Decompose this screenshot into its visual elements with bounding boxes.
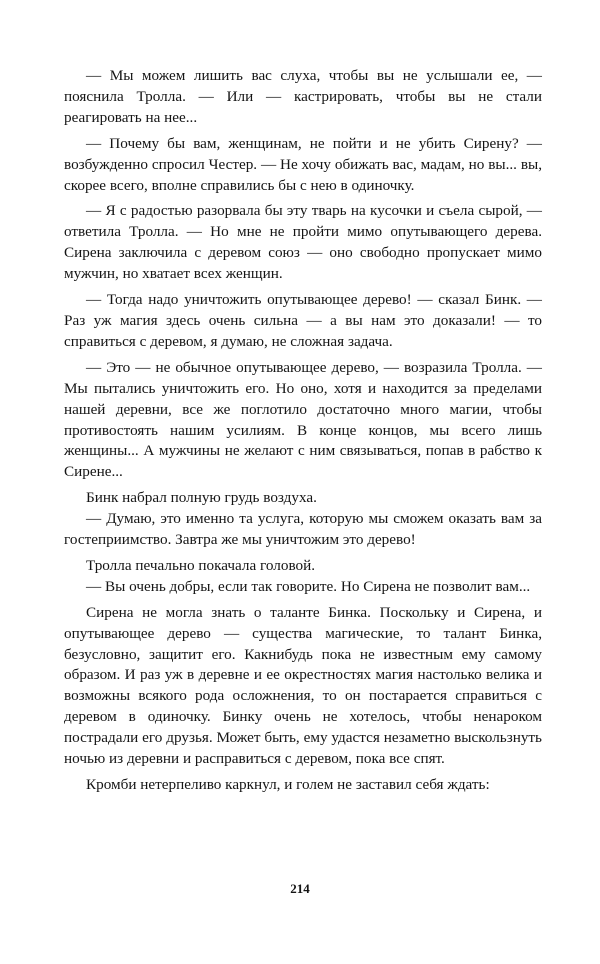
- paragraph-8: Тролла печально покачала головой.: [86, 556, 316, 574]
- paragraph-10: Сирена не могла знать о таланте Бинка. Поскольку и Сирена, и опутывающее дерево — существа магические, то талант Бинка, безусловно, защитит его. Какнибудь пока не известным ему самому образом. И раз уж в деревне и ее окрестностях магия настолько велика и возможны всякого рода осложнения, то он постарается справиться с деревом в одиночку. Бинку очень не хотелось, чтобы ненароком пострадали его друзья. Может быть, ему удастся незаметно выскользнуть ночью из деревни и расправиться с деревом, пока все спят.: [64, 603, 542, 768]
- paragraph-11: Кромби нетерпеливо каркнул, и голем не заставил себя ждать:: [86, 776, 490, 793]
- book-page-text: [64, 66, 542, 796]
- paragraph-6: Бинк набрал полную грудь воздуха.: [86, 489, 317, 507]
- paragraph-1: — Мы можем лишить вас слуха, чтобы вы не услышали ее, — пояснила Тролла. — Или — кастрировать, чтобы вы не стали реагировать на нее...: [64, 67, 542, 126]
- paragraph-3: — Я с радостью разорвала бы эту тварь на кусочки и съела сырой, — ответила Тролла. — Но мне не пройти мимо опутывающего дерева. Сирена заключила с деревом союз — оно свободно пропускает мимо мужчин, но хватает всех женщин.: [64, 202, 542, 283]
- paragraph-2: — Почему бы вам, женщинам, не пойти и не убить Сирену? — возбужденно спросил Честер. — Не хочу обижать вас, мадам, но вы... вы, скорее всего, вполне справились бы с нею в одиночку.: [64, 134, 542, 194]
- paragraph-4: — Тогда надо уничтожить опутывающее дерево! — сказал Бинк. — Раз уж магия здесь очень сильна — а вы нам это доказали! — то справиться с деревом, я думаю, не сложная задача.: [64, 291, 542, 350]
- paragraph-5: — Это — не обычное опутывающее дерево, — возразила Тролла. — Мы пытались уничтожить его. Но оно, хотя и находится за пределами нашей деревни, все же поглотило достаточно много магии, чтобы противостоять нашим усилиям. В конце концов, мы всего лишь женщины... А мужчины не желают с ним связываться, попав в рабство к Сирене...: [64, 358, 542, 481]
- paragraph-7: — Думаю, это именно та услуга, которую мы сможем оказать вам за гостеприимство. Завтра же мы уничтожим это дерево!: [64, 510, 542, 549]
- page-number: 214: [290, 881, 310, 896]
- paragraph-9: — Вы очень добры, если так говорите. Но Сирена не позволит вам...: [86, 577, 531, 595]
